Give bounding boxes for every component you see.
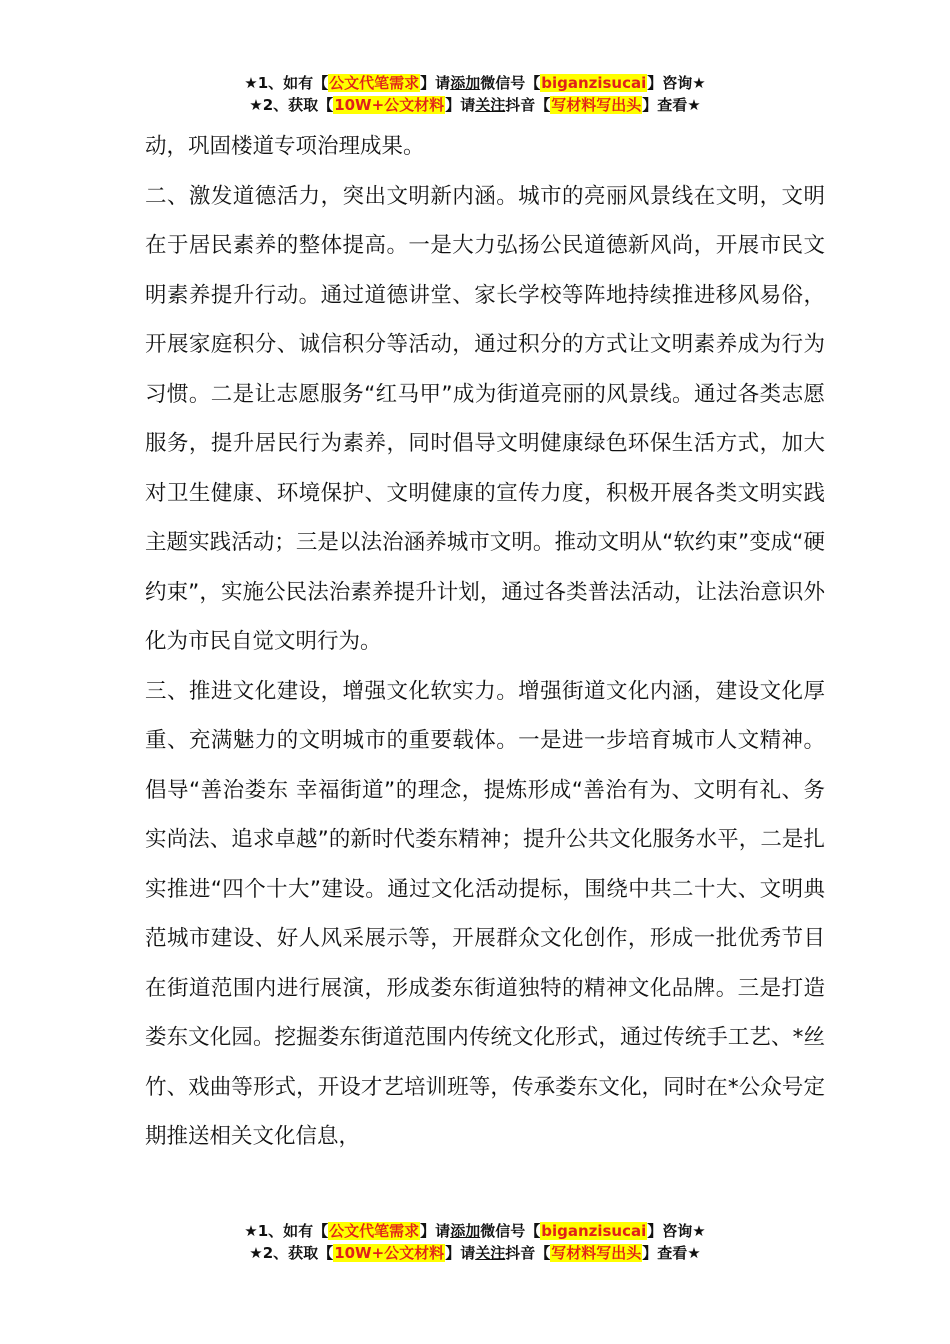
underlined-follow: 关注 [475,96,506,114]
paragraph-moral-vitality: 二、激发道德活力，突出文明新内涵。城市的亮丽风景线在文明，文明在于居民素养的整体提高。一是大力弘扬公民道德新风尚，开展市民文明素养提升行动。通过道德讲堂、家长学校等阵地持续推进移风易俗，开展家庭积分、诚信积分等活动，通过积分的方式让文明素养成为行为习惯。二是让志愿服务“红马甲”成为街道亮丽的风景线。通过各类志愿服务，提升居民行为素养，同时倡导文明健康绿色环保生活方式，加大对卫生健康、环境保护、文明健康的宣传力度，积极开展各类文明实践主题实践活动；三是以法治涵养城市文明。推动文明从“软约束”变成“硬约束”，实施公民法治素养提升计划，通过各类普法活动，让法治意识外化为市民自觉文明行为。 [145,183,825,654]
banner-text: ★1、如有【 [244,74,329,92]
banner-text: ★2、获取【 [249,1244,334,1262]
highlight-wechat-id: biganzisucai [541,74,647,92]
banner-line-2 [0,1242,950,1264]
banner-text: ★2、获取【 [249,96,334,114]
highlight-service: 公文代笔需求 [329,1222,420,1240]
banner-text: 微信号【 [480,74,541,92]
banner-text: 】咨询★ [647,74,706,92]
banner-text: 】请 [445,96,476,114]
underlined-follow: 关注 [475,1244,506,1262]
banner-text: 微信号【 [480,1222,541,1240]
banner-text: 】请 [420,1222,451,1240]
banner-text: 】查看★ [642,96,701,114]
highlight-douyin-account: 写材料写出头 [551,1244,642,1262]
header-banner-bottom [0,1220,950,1264]
banner-text: 抖音【 [505,96,551,114]
banner-text: 】查看★ [642,1244,701,1262]
underlined-add: 添加 [450,1222,481,1240]
banner-text: 】咨询★ [647,1222,706,1240]
banner-text: 】请 [420,74,451,92]
highlight-materials: 10W+公文材料 [334,1244,445,1262]
paragraph-continuation: 动，巩固楼道专项治理成果。 [145,134,425,159]
highlight-service: 公文代笔需求 [329,74,420,92]
banner-line-1 [0,72,950,94]
paragraph-cultural-construction: 三、推进文化建设，增强文化软实力。增强街道文化内涵，建设文化厚重、充满魅力的文明城市的重要载体。一是进一步培育城市人文精神。倡导“善治娄东 幸福街道”的理念，提炼形成“善治有为、文明有礼、务实尚法、追求卓越”的新时代娄东精神；提升公共文化服务水平，二是扎实推进“四个十大”建设。通过文化活动提标，围绕中共二十大、文明典范城市建设、好人风采展示等，开展群众文化创作，形成一批优秀节目在街道范围内进行展演，形成娄东街道独特的精神文化品牌。三是打造娄东文化园。挖掘娄东街道范围内传统文化形式，通过传统手工艺、*丝竹、戏曲等形式，开设才艺培训班等，传承娄东文化，同时在*公众号定期推送相关文化信息， [145,678,825,1149]
header-banner-top [0,72,950,116]
banner-line-2 [0,94,950,116]
banner-line-1 [0,1220,950,1242]
banner-text: 抖音【 [505,1244,551,1262]
underlined-add: 添加 [450,74,481,92]
highlight-materials: 10W+公文材料 [334,96,445,114]
banner-text: ★1、如有【 [244,1222,329,1240]
banner-text: 】请 [445,1244,476,1262]
document-body [145,122,825,1162]
highlight-wechat-id: biganzisucai [541,1222,647,1240]
highlight-douyin-account: 写材料写出头 [551,96,642,114]
